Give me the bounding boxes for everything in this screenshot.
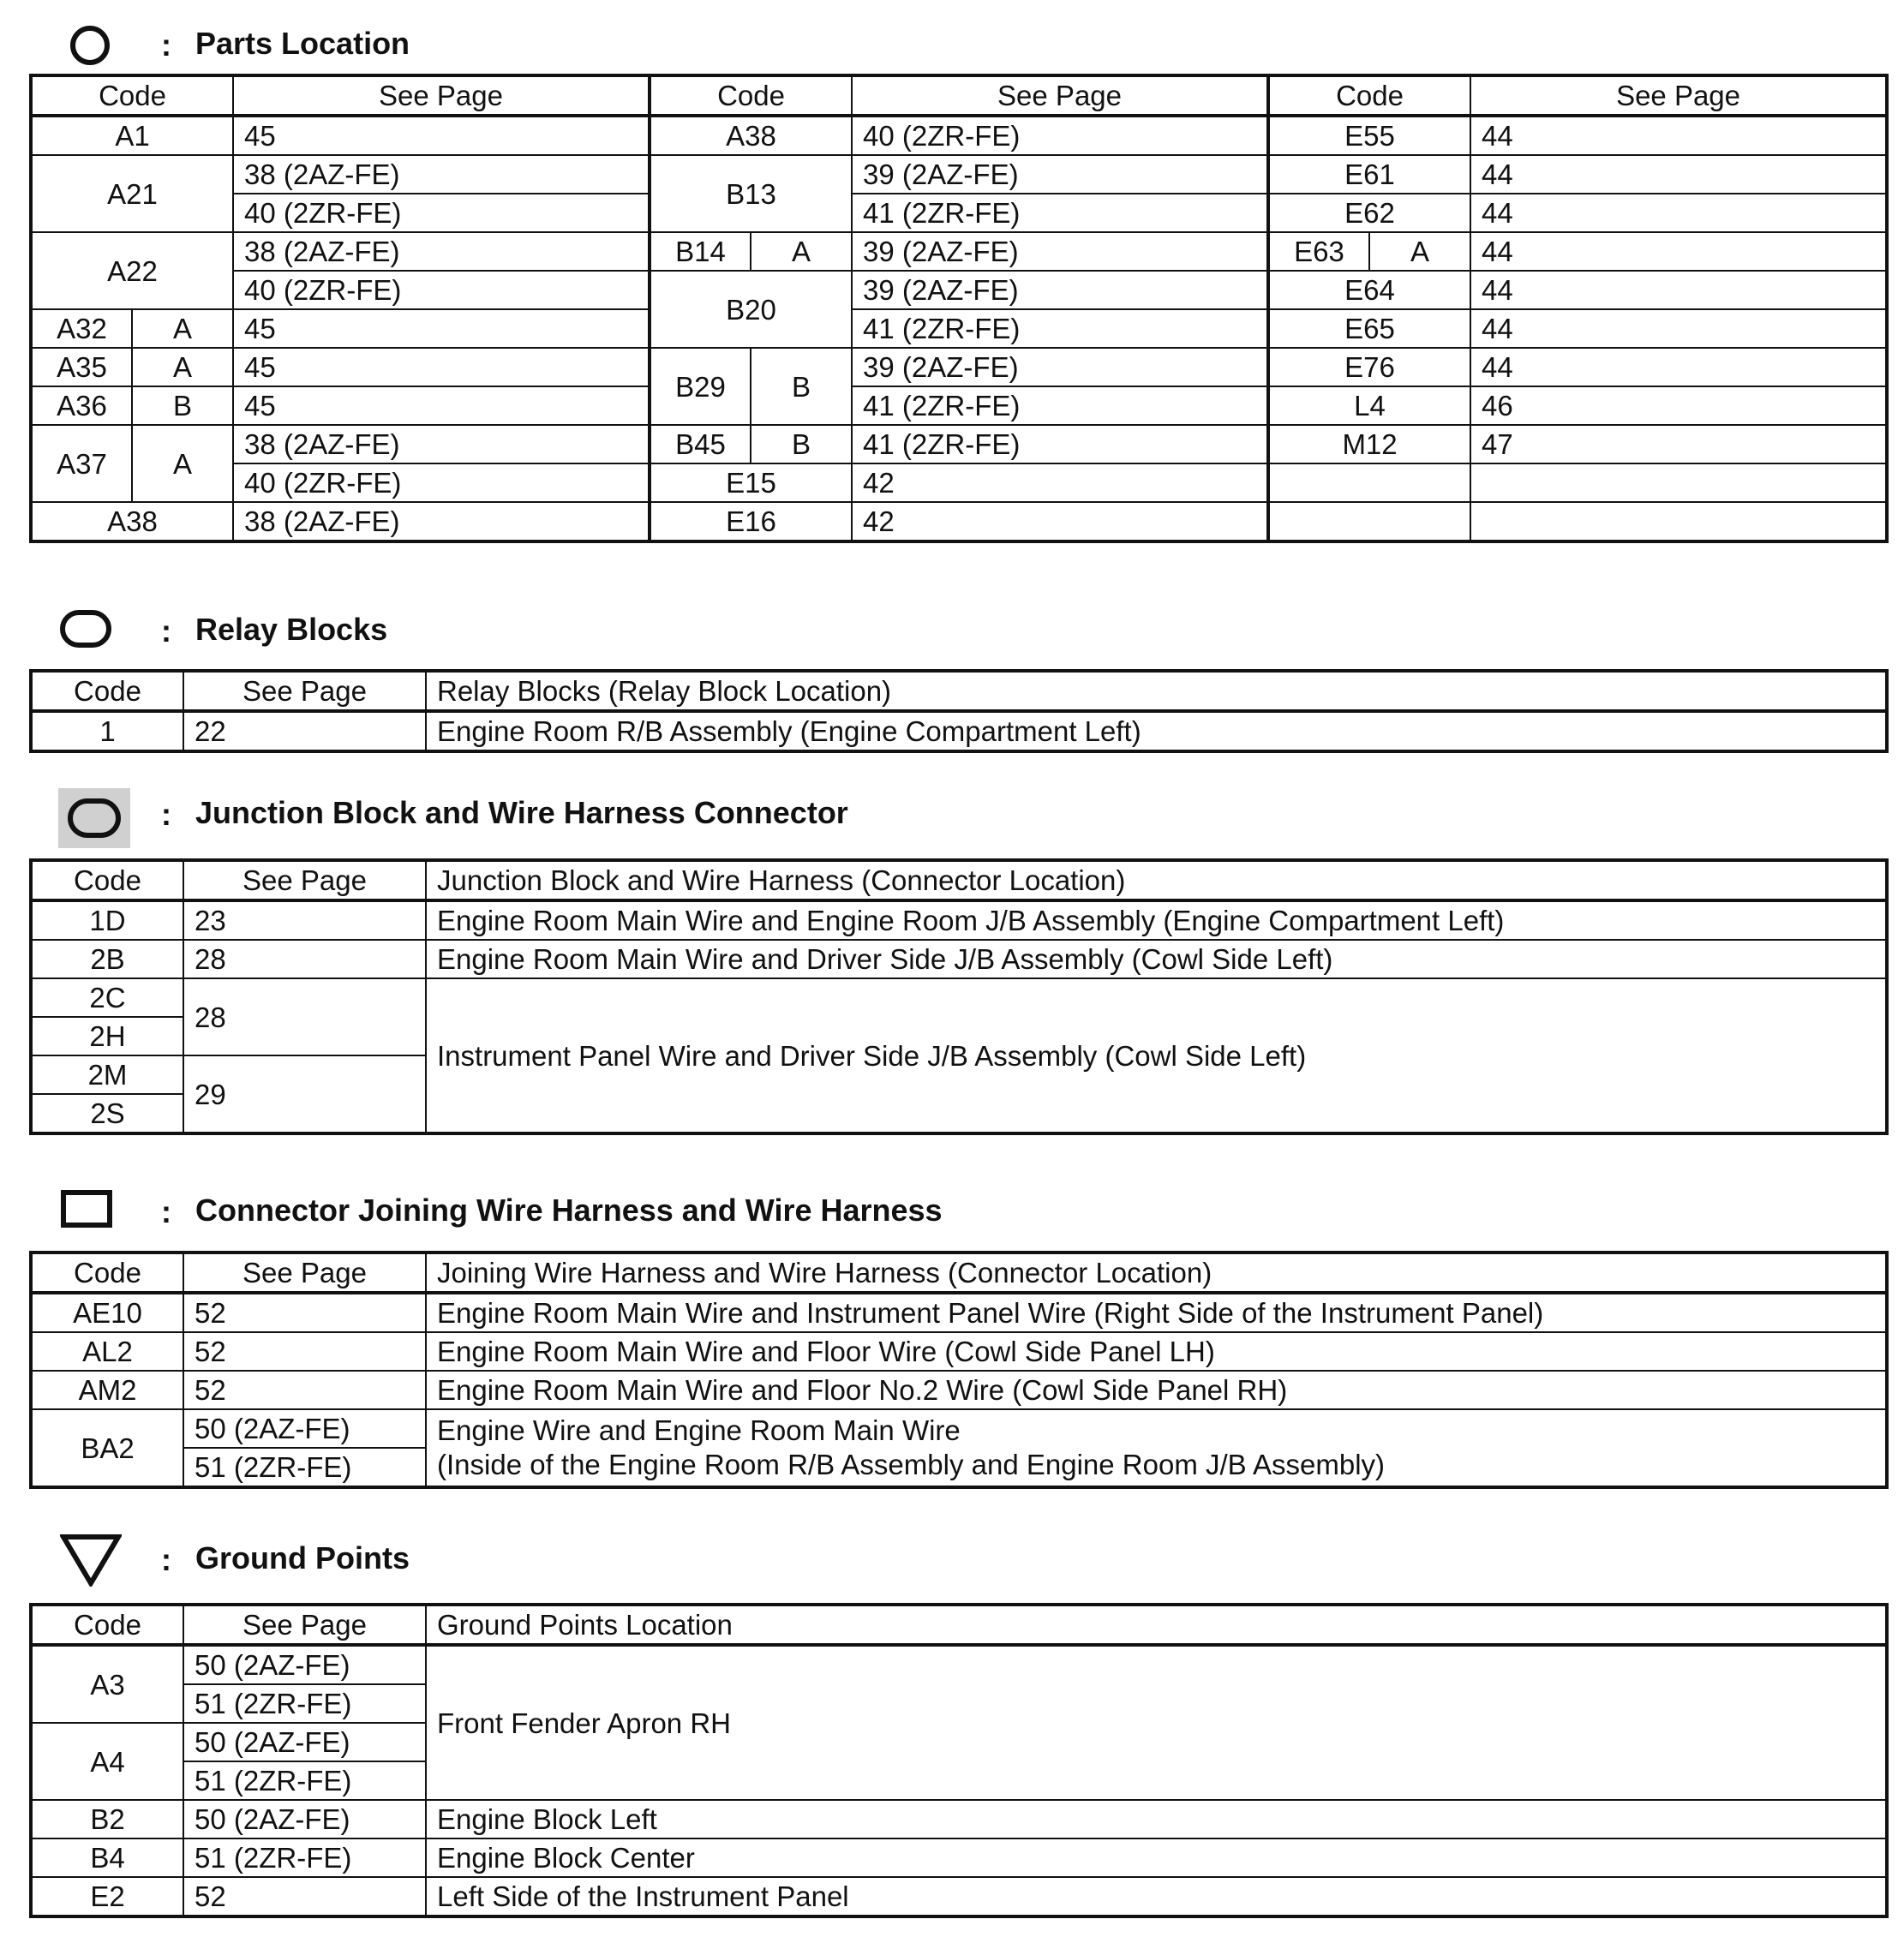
table-row <box>31 1800 1887 1838</box>
page-cell: 39 (2AZ-FE) <box>852 271 1268 309</box>
code-cell: B20 <box>650 271 852 348</box>
code-cell: AM2 <box>31 1371 183 1409</box>
col-header-see-page: See Page <box>233 75 650 116</box>
table-row <box>31 1332 1887 1371</box>
description-cell: Engine Room R/B Assembly (Engine Compartment Left) <box>426 711 1887 751</box>
col-header-code: Code <box>31 1605 183 1645</box>
page-cell: 44 <box>1470 232 1887 271</box>
page-cell: 52 <box>183 1371 426 1409</box>
sub-code-cell: A <box>751 232 852 271</box>
code-cell: 2M <box>31 1055 183 1094</box>
code-cell: BA2 <box>31 1409 183 1487</box>
sub-code-cell: A <box>132 425 233 502</box>
sub-code-cell: B <box>132 386 233 425</box>
code-cell: A36 <box>31 386 132 425</box>
table-header-row <box>31 671 1887 711</box>
page-cell: 40 (2ZR-FE) <box>233 194 650 232</box>
page-cell: 41 (2ZR-FE) <box>852 194 1268 232</box>
description-cell <box>426 1409 1887 1487</box>
shaded-rounded-rect-icon <box>58 788 130 848</box>
code-cell: E61 <box>1268 155 1470 194</box>
page-cell: 50 (2AZ-FE) <box>183 1723 426 1761</box>
col-header-see-page: See Page <box>183 1605 426 1645</box>
code-cell: E63 <box>1268 232 1369 271</box>
page-cell: 47 <box>1470 425 1887 463</box>
section-title: Junction Block and Wire Harness Connector <box>195 795 848 830</box>
code-cell: A1 <box>31 116 233 155</box>
table-row <box>31 900 1887 940</box>
description-cell: Engine Room Main Wire and Floor No.2 Wire (Cowl Side Panel RH) <box>426 1371 1887 1409</box>
col-header-code: Code <box>31 860 183 900</box>
page-cell: 22 <box>183 711 426 751</box>
table-row <box>31 1645 1887 1684</box>
col-header-description: Joining Wire Harness and Wire Harness (Connector Location) <box>426 1253 1887 1293</box>
col-header-code: Code <box>31 75 233 116</box>
table-row <box>31 711 1887 751</box>
code-cell: 2S <box>31 1094 183 1133</box>
page-cell: 45 <box>233 116 650 155</box>
code-cell: 2H <box>31 1017 183 1055</box>
code-cell: B29 <box>650 348 751 425</box>
relay-blocks-heading <box>0 605 1904 656</box>
page-cell: 40 (2ZR-FE) <box>233 271 650 309</box>
circle-icon <box>69 24 111 67</box>
table-row <box>31 232 1887 271</box>
page-cell: 28 <box>183 940 426 978</box>
code-cell: E62 <box>1268 194 1470 232</box>
page-cell: 45 <box>233 309 650 348</box>
code-cell: A3 <box>31 1645 183 1723</box>
page-cell: 50 (2AZ-FE) <box>183 1800 426 1838</box>
table-row <box>31 1293 1887 1332</box>
triangle-down-icon <box>60 1534 122 1587</box>
code-cell: AL2 <box>31 1332 183 1371</box>
description-cell: Engine Room Main Wire and Engine Room J/B Assembly (Engine Compartment Left) <box>426 900 1887 940</box>
page-cell: 50 (2AZ-FE) <box>183 1409 426 1448</box>
page-cell: 42 <box>852 463 1268 502</box>
square-icon <box>60 1189 115 1230</box>
colon: : <box>161 797 171 832</box>
code-cell: 2B <box>31 940 183 978</box>
table-row <box>31 940 1887 978</box>
sub-code-cell: B <box>751 425 852 463</box>
connector-joining-heading <box>0 1186 1904 1237</box>
code-cell: A22 <box>31 232 233 309</box>
code-cell: B45 <box>650 425 751 463</box>
code-cell: E65 <box>1268 309 1470 348</box>
page-cell: 29 <box>183 1055 426 1133</box>
code-cell: E15 <box>650 463 852 502</box>
table-row <box>31 425 1887 463</box>
empty-cell <box>1268 502 1470 541</box>
page-cell: 52 <box>183 1332 426 1371</box>
sub-code-cell: A <box>132 348 233 386</box>
parts-location-heading <box>0 19 1904 70</box>
col-header-see-page: See Page <box>852 75 1268 116</box>
page-cell: 42 <box>852 502 1268 541</box>
junction-block-table <box>29 858 1889 1135</box>
section-title: Parts Location <box>195 26 410 61</box>
code-cell: A38 <box>31 502 233 541</box>
description-cell: Left Side of the Instrument Panel <box>426 1877 1887 1916</box>
description-cell: Instrument Panel Wire and Driver Side J/B Assembly (Cowl Side Left) <box>426 978 1887 1133</box>
table-row <box>31 116 1887 155</box>
empty-cell <box>1470 502 1887 541</box>
table-row <box>31 463 1887 502</box>
code-cell: A35 <box>31 348 132 386</box>
page-cell: 44 <box>1470 348 1887 386</box>
sub-code-cell: A <box>1369 232 1470 271</box>
connector-joining-table <box>29 1251 1889 1489</box>
table-row <box>31 386 1887 425</box>
table-row <box>31 1371 1887 1409</box>
description-cell: Engine Block Center <box>426 1838 1887 1877</box>
relay-blocks-table <box>29 669 1889 753</box>
page-cell: 28 <box>183 978 426 1055</box>
table-row <box>31 1877 1887 1916</box>
code-cell: E16 <box>650 502 852 541</box>
code-cell: A37 <box>31 425 132 502</box>
colon: : <box>161 613 171 649</box>
col-header-description: Relay Blocks (Relay Block Location) <box>426 671 1887 711</box>
col-header-code: Code <box>31 671 183 711</box>
code-cell: E2 <box>31 1877 183 1916</box>
col-header-code: Code <box>650 75 852 116</box>
page-cell: 23 <box>183 900 426 940</box>
table-row <box>31 348 1887 386</box>
description-cell: Engine Room Main Wire and Driver Side J/B Assembly (Cowl Side Left) <box>426 940 1887 978</box>
page-cell: 44 <box>1470 116 1887 155</box>
page-cell: 41 (2ZR-FE) <box>852 386 1268 425</box>
description-line: (Inside of the Engine Room R/B Assembly and Engine Room J/B Assembly) <box>437 1449 1386 1480</box>
empty-cell <box>1470 463 1887 502</box>
col-header-code: Code <box>1268 75 1470 116</box>
code-cell: L4 <box>1268 386 1470 425</box>
table-row <box>31 1409 1887 1448</box>
sub-code-cell: B <box>751 348 852 425</box>
description-cell: Engine Room Main Wire and Instrument Panel Wire (Right Side of the Instrument Panel) <box>426 1293 1887 1332</box>
page-cell: 40 (2ZR-FE) <box>852 116 1268 155</box>
section-title: Relay Blocks <box>195 612 388 647</box>
code-cell: E55 <box>1268 116 1470 155</box>
page-cell: 39 (2AZ-FE) <box>852 348 1268 386</box>
page-cell: 51 (2ZR-FE) <box>183 1448 426 1487</box>
description-line: Engine Wire and Engine Room Main Wire <box>437 1414 961 1446</box>
page-cell: 51 (2ZR-FE) <box>183 1761 426 1800</box>
section-title: Ground Points <box>195 1540 410 1575</box>
table-row <box>31 978 1887 1017</box>
code-cell: B14 <box>650 232 751 271</box>
code-cell: E64 <box>1268 271 1470 309</box>
page-cell: 44 <box>1470 155 1887 194</box>
page-cell: 38 (2AZ-FE) <box>233 155 650 194</box>
sub-code-cell: A <box>132 309 233 348</box>
table-row <box>31 155 1887 194</box>
table-row <box>31 1838 1887 1877</box>
section-title: Connector Joining Wire Harness and Wire Harness <box>195 1193 943 1228</box>
page-cell: 38 (2AZ-FE) <box>233 425 650 463</box>
description-cell: Front Fender Apron RH <box>426 1645 1887 1800</box>
code-cell: A4 <box>31 1723 183 1800</box>
ground-points-heading <box>0 1534 1904 1585</box>
page-cell: 41 (2ZR-FE) <box>852 425 1268 463</box>
table-row <box>31 309 1887 348</box>
code-cell: E76 <box>1268 348 1470 386</box>
page-cell: 45 <box>233 348 650 386</box>
col-header-see-page: See Page <box>183 860 426 900</box>
table-row <box>31 502 1887 541</box>
page-cell: 45 <box>233 386 650 425</box>
code-cell: B2 <box>31 1800 183 1838</box>
junction-block-heading <box>0 788 1904 840</box>
description-cell: Engine Block Left <box>426 1800 1887 1838</box>
code-cell: AE10 <box>31 1293 183 1332</box>
page-cell: 51 (2ZR-FE) <box>183 1684 426 1723</box>
page-cell: 39 (2AZ-FE) <box>852 232 1268 271</box>
code-cell: M12 <box>1268 425 1470 463</box>
code-cell: 1 <box>31 711 183 751</box>
parts-location-table <box>29 74 1889 543</box>
table-row <box>31 194 1887 232</box>
page-cell: 52 <box>183 1877 426 1916</box>
col-header-see-page: See Page <box>1470 75 1887 116</box>
page-cell: 46 <box>1470 386 1887 425</box>
table-header-row <box>31 75 1887 116</box>
code-cell: A38 <box>650 116 852 155</box>
page-cell: 41 (2ZR-FE) <box>852 309 1268 348</box>
page-cell: 38 (2AZ-FE) <box>233 502 650 541</box>
table-row <box>31 271 1887 309</box>
page-cell: 39 (2AZ-FE) <box>852 155 1268 194</box>
page-cell: 51 (2ZR-FE) <box>183 1838 426 1877</box>
code-cell: B13 <box>650 155 852 232</box>
code-cell: A32 <box>31 309 132 348</box>
col-header-description: Ground Points Location <box>426 1605 1887 1645</box>
rounded-rect-icon <box>58 608 115 651</box>
code-cell: 1D <box>31 900 183 940</box>
table-header-row <box>31 860 1887 900</box>
code-cell: 2C <box>31 978 183 1017</box>
page-cell: 40 (2ZR-FE) <box>233 463 650 502</box>
ground-points-table <box>29 1603 1889 1918</box>
col-header-see-page: See Page <box>183 671 426 711</box>
empty-cell <box>1268 463 1470 502</box>
col-header-see-page: See Page <box>183 1253 426 1293</box>
col-header-code: Code <box>31 1253 183 1293</box>
page-cell: 38 (2AZ-FE) <box>233 232 650 271</box>
table-header-row <box>31 1253 1887 1293</box>
code-cell: B4 <box>31 1838 183 1877</box>
col-header-description: Junction Block and Wire Harness (Connector Location) <box>426 860 1887 900</box>
code-cell: A21 <box>31 155 233 232</box>
table-header-row <box>31 1605 1887 1645</box>
page-cell: 52 <box>183 1293 426 1332</box>
page-cell: 44 <box>1470 194 1887 232</box>
page-cell: 44 <box>1470 309 1887 348</box>
colon: : <box>161 1542 171 1577</box>
page-cell: 44 <box>1470 271 1887 309</box>
colon: : <box>161 1194 171 1229</box>
colon: : <box>161 27 171 63</box>
page-cell: 50 (2AZ-FE) <box>183 1645 426 1684</box>
description-cell: Engine Room Main Wire and Floor Wire (Cowl Side Panel LH) <box>426 1332 1887 1371</box>
